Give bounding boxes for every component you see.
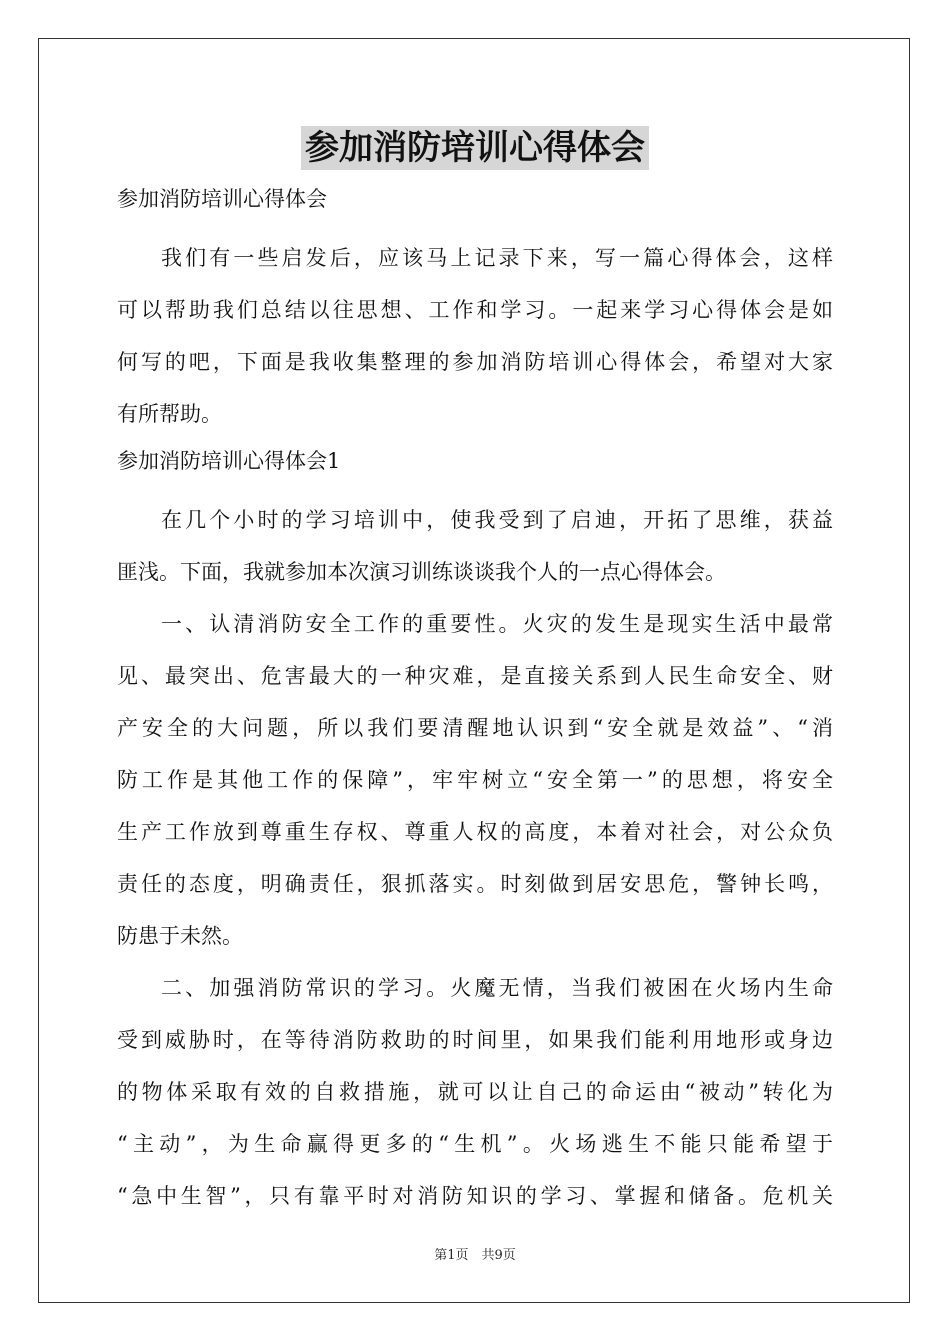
paragraph-line: 的物体采取有效的自救措施，就可以让自己的命运由“被动”转化为 — [117, 1080, 833, 1104]
page-title: 参加消防培训心得体会 — [301, 126, 649, 170]
paragraph-line: 匪浅。下面，我就参加本次演习训练谈谈我个人的一点心得体会。 — [117, 560, 726, 584]
paragraph-line: 一、认清消防安全工作的重要性。火灾的发生是现实生活中最常 — [161, 612, 833, 636]
paragraph-line: 我们有一些启发后，应该马上记录下来，写一篇心得体会，这样 — [161, 246, 833, 270]
page-footer — [0, 1244, 950, 1263]
paragraph-line: 可以帮助我们总结以往思想、工作和学习。一起来学习心得体会是如 — [117, 298, 833, 322]
paragraph-line: “急中生智”，只有靠平时对消防知识的学习、掌握和储备。危机关 — [117, 1184, 833, 1208]
paragraph-1 — [117, 494, 833, 598]
document-body — [117, 178, 833, 1222]
spacer — [117, 482, 833, 494]
paragraph-line: 产安全的大问题，所以我们要清醒地认识到“安全就是效益”、“消 — [117, 716, 833, 740]
document-subtitle: 参加消防培训心得体会 — [117, 187, 327, 211]
paragraph-line: 有所帮助。 — [117, 402, 222, 426]
paragraph-line: 生产工作放到尊重生存权、尊重人权的高度，本着对社会，对公众负 — [117, 820, 833, 844]
intro-paragraph — [117, 232, 833, 440]
paragraph-line: 见、最突出、危害最大的一种灾难，是直接关系到人民生命安全、财 — [117, 664, 833, 688]
paragraph-line: 何写的吧，下面是我收集整理的参加消防培训心得体会，希望对大家 — [117, 350, 833, 374]
paragraph-line: 防患于未然。 — [117, 924, 243, 948]
paragraph-2 — [117, 598, 833, 962]
paragraph-line: 在几个小时的学习培训中，使我受到了启迪，开拓了思维，获益 — [161, 508, 833, 532]
paragraph-3 — [117, 962, 833, 1222]
paragraph-line: 责任的态度，明确责任，狠抓落实。时刻做到居安思危，警钟长鸣， — [117, 872, 833, 896]
paragraph-line: 受到威胁时，在等待消防救助的时间里，如果我们能利用地形或身边 — [117, 1028, 833, 1052]
paragraph-line: 防工作是其他工作的保障”，牢牢树立“安全第一”的思想，将安全 — [117, 768, 833, 792]
section-heading: 参加消防培训心得体会1 — [117, 449, 341, 473]
spacer — [117, 220, 833, 232]
page-number: 第1页 共9页 — [434, 1248, 516, 1263]
paragraph-line: “主动”，为生命赢得更多的“生机”。火场逃生不能只能希望于 — [117, 1132, 833, 1156]
title-block — [0, 126, 950, 170]
paragraph-line: 二、加强消防常识的学习。火魔无情，当我们被困在火场内生命 — [161, 976, 833, 1000]
